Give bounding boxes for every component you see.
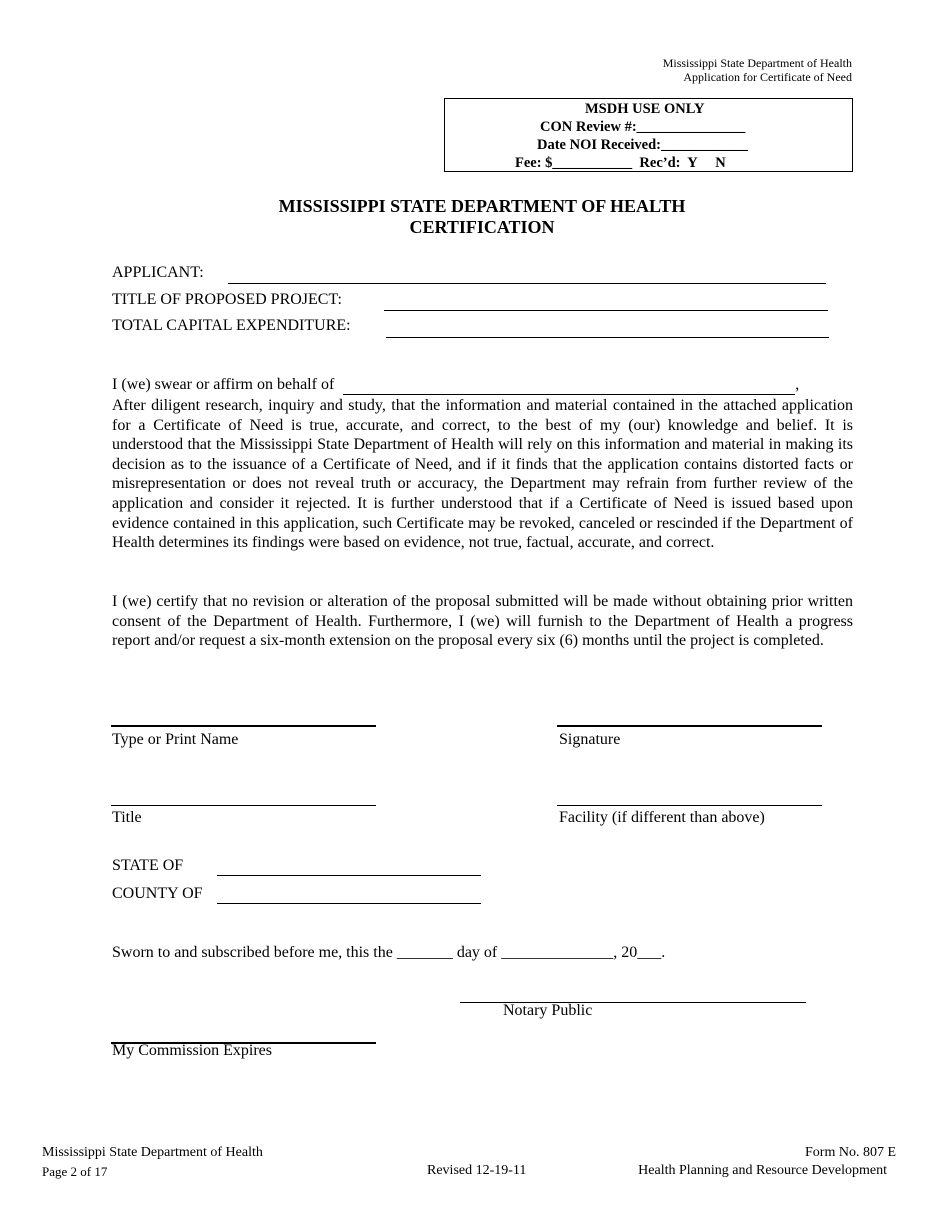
notary-label: Notary Public [503,1002,593,1019]
header-org: Mississippi State Department of Health [662,56,852,70]
page-title: MISSISSIPPI STATE DEPARTMENT OF HEALTH [278,196,686,216]
footer-revised: Revised 12-19-11 [427,1163,527,1178]
footer-page: Page 2 of 17 [42,1164,108,1179]
swear-prefix: I (we) swear or affirm on behalf of [112,376,335,393]
facility-label: Facility (if different than above) [559,809,765,826]
swear-suffix: , [795,376,800,393]
facility-line[interactable] [557,805,822,806]
con-review-field: CON Review #:_______________ [540,119,746,135]
state-of-label: STATE OF [112,857,184,874]
behalf-of-line[interactable] [343,376,795,395]
title-label: Title [112,809,142,826]
msdh-box-title: MSDH USE ONLY [585,101,705,117]
footer-org: Mississippi State Department of Health [42,1145,263,1160]
capital-expenditure-line[interactable] [386,337,829,338]
page-subtitle: CERTIFICATION [409,217,555,237]
signature-label: Signature [559,731,621,748]
header-application: Application for Certificate of Need [683,70,852,84]
title-line[interactable] [111,805,376,806]
fee-field: Fee: $___________ Rec’d: Y N [515,155,726,171]
document-header [663,56,852,84]
paragraph-1: After diligent research, inquiry and study, that the information and material contained in the attached application for a Certificate of Need is true, accurate, and correct, to the best of my (our) knowledge and belief. It is understood that the Mississippi State Department of Health will rely on this information and material in making its decision as to the issuance of a Certificate of Need, and if it finds that the application contains distorted facts or misrepresentation or does not reveal truth or accuracy, the Department may refrain from further review of the application and consider it rejected. It is further understood that if a Certificate of Need is issued based upon evidence contained in this application, such Certificate may be revoked, canceled or rescinded if the Department of Health determines its findings were based on evidence, not true, factual, accurate, and correct. [112,397,853,552]
commission-label: My Commission Expires [112,1042,273,1059]
state-of-line[interactable] [217,875,481,876]
swear-statement [112,376,799,395]
certification-paragraph-2 [112,592,853,651]
county-of-line[interactable] [217,903,481,904]
msdh-use-only-box [444,98,853,172]
certification-paragraph [112,396,853,553]
sworn-statement: Sworn to and subscribed before me, this the _______ day of ______________, 20___. [112,944,666,961]
footer-division: Health Planning and Resource Development [638,1163,887,1178]
paragraph-2: I (we) certify that no revision or alteration of the proposal submitted will be made without obtaining prior written consent of the Department of Health. Furthermore, I (we) will furnish to the Department of Health a progress report and/or request a six-month extension on the proposal every six (6) months until the project is completed. [112,593,853,650]
print-name-label: Type or Print Name [112,731,239,748]
applicant-line[interactable] [228,283,826,284]
county-of-label: COUNTY OF [112,885,203,902]
footer-form-no: Form No. 807 E [805,1145,896,1160]
capital-expenditure-label: TOTAL CAPITAL EXPENDITURE: [112,317,351,334]
applicant-label: APPLICANT: [112,264,204,281]
project-title-label: TITLE OF PROPOSED PROJECT: [112,291,342,308]
project-title-line[interactable] [384,310,828,311]
print-name-line[interactable] [111,725,376,727]
signature-line[interactable] [557,725,822,727]
date-noi-field: Date NOI Received:____________ [537,137,749,153]
